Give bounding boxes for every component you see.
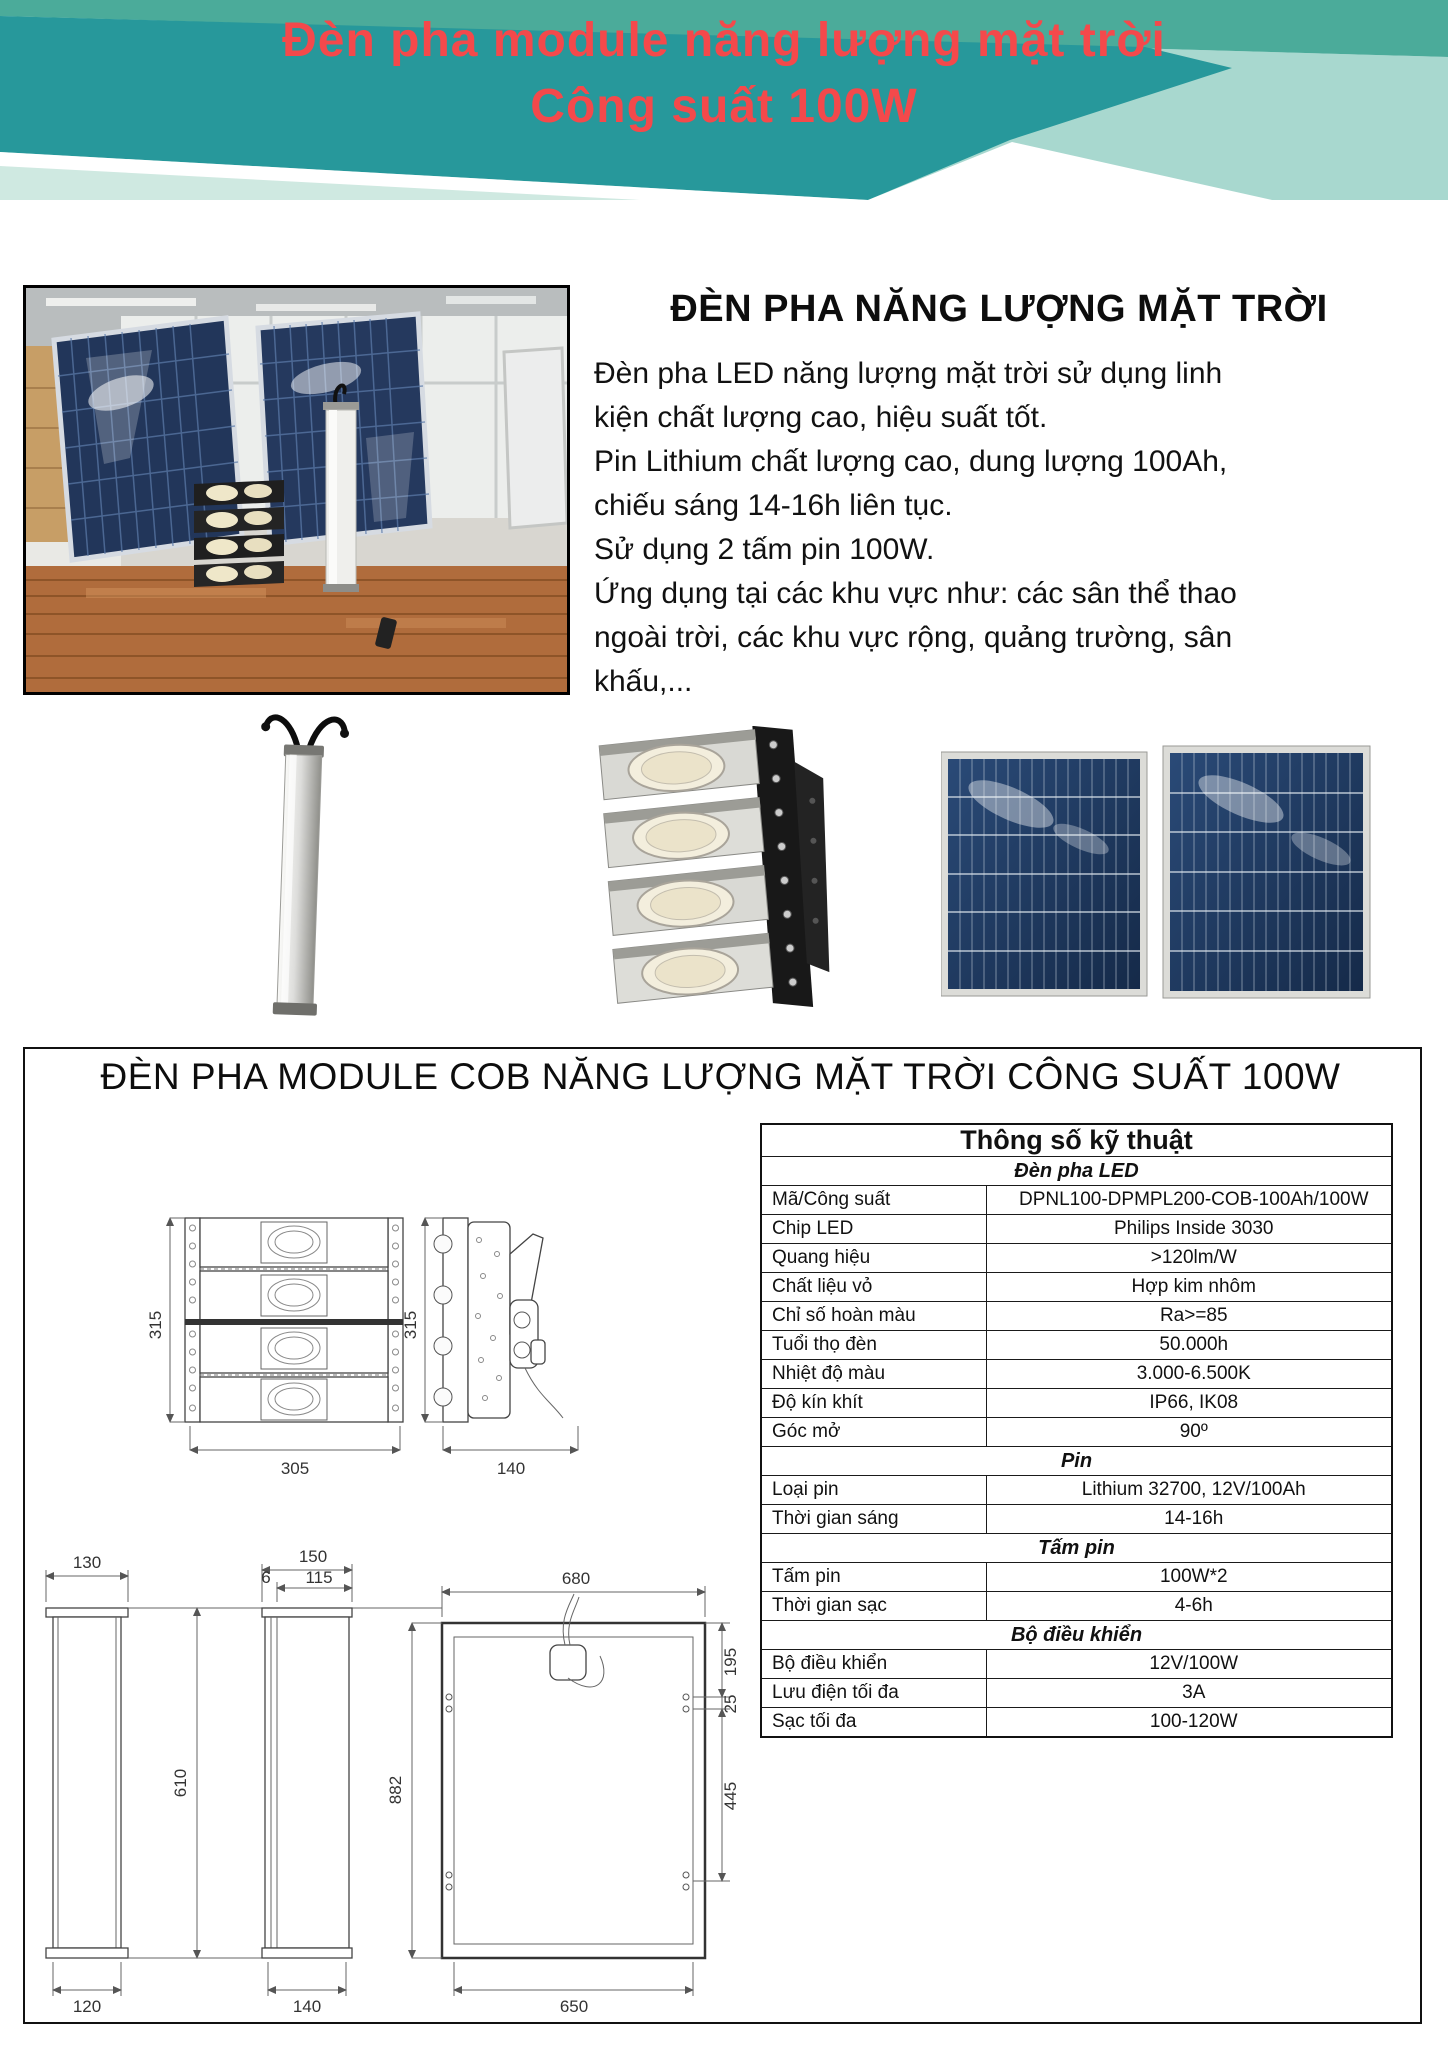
spec-table-title: Thông số kỹ thuật — [761, 1124, 1392, 1157]
spec-group-row — [761, 1534, 1392, 1563]
spec-label: Tấm pin — [761, 1563, 986, 1592]
dim-panel-height: 882 — [386, 1775, 405, 1805]
spec-label: Chất liệu vỏ — [761, 1273, 986, 1302]
spec-value: 12V/100W — [986, 1650, 1392, 1679]
spec-value: 14-16h — [986, 1505, 1392, 1534]
spec-value: 100-120W — [986, 1708, 1392, 1737]
spec-label: Độ kín khít — [761, 1389, 986, 1418]
dim-panel-bottom: 650 — [559, 1997, 589, 2016]
dim-lamp-front-height: 315 — [146, 1310, 165, 1340]
spec-label: Mã/Công suất — [761, 1186, 986, 1215]
page-title — [0, 8, 1448, 140]
spec-value: 50.000h — [986, 1331, 1392, 1360]
page-title-line1: Đèn pha module năng lượng mặt trời — [282, 14, 1166, 67]
spec-value: Ra>=85 — [986, 1302, 1392, 1331]
drawing-lamp-side — [401, 1218, 578, 1478]
drawing-tube-side — [261, 1547, 352, 2016]
spec-row — [761, 1505, 1392, 1534]
dim-tube-front-top: 130 — [72, 1553, 102, 1572]
spec-value: 3.000-6.500K — [986, 1360, 1392, 1389]
spec-value: 4-6h — [986, 1592, 1392, 1621]
spec-section-title: ĐÈN PHA MODULE COB NĂNG LƯỢNG MẶT TRỜI CÔNG SUẤT 100W — [100, 1056, 1341, 1097]
spec-row — [761, 1360, 1392, 1389]
dim-tube-front-height: 610 — [171, 1768, 190, 1798]
spec-row — [761, 1186, 1392, 1215]
spec-row — [761, 1418, 1392, 1447]
spec-table — [760, 1123, 1393, 1738]
intro-line: ngoài trời, các khu vực rộng, quảng trường, sân — [594, 621, 1233, 654]
spec-label: Nhiệt độ màu — [761, 1360, 986, 1389]
spec-row — [761, 1331, 1392, 1360]
showroom-photo — [23, 285, 570, 695]
spec-row — [761, 1215, 1392, 1244]
spec-row — [761, 1244, 1392, 1273]
page-title-line2: Công suất 100W — [530, 80, 918, 133]
drawing-tube-front — [46, 1553, 442, 2016]
drawing-lamp-front — [146, 1218, 403, 1478]
white-panel — [504, 348, 567, 528]
dim-panel-hole-gap: 25 — [721, 1694, 740, 1714]
dim-panel-top: 680 — [561, 1569, 591, 1588]
intro-line: chiếu sáng 14-16h liên tục. — [594, 489, 953, 522]
spec-label: Góc mở — [761, 1418, 986, 1447]
dim-panel-edge-to-hole: 195 — [721, 1647, 740, 1677]
spec-value: IP66, IK08 — [986, 1389, 1392, 1418]
dim-panel-hole-span: 445 — [721, 1781, 740, 1811]
solar-panel-left — [941, 752, 1147, 996]
spec-group-name: Tấm pin — [761, 1534, 1392, 1563]
spec-row — [761, 1389, 1392, 1418]
spec-group-row — [761, 1157, 1392, 1186]
spec-label: Quang hiệu — [761, 1244, 986, 1273]
spec-row — [761, 1592, 1392, 1621]
spec-value: >120lm/W — [986, 1244, 1392, 1273]
spec-group-name: Đèn pha LED — [761, 1157, 1392, 1186]
spec-group-name: Bộ điều khiển — [761, 1621, 1392, 1650]
spec-group-name: Pin — [761, 1447, 1392, 1476]
spec-label: Bộ điều khiển — [761, 1650, 986, 1679]
spec-value: Philips Inside 3030 — [986, 1215, 1392, 1244]
intro-paragraph — [594, 352, 1424, 704]
spec-label: Loại pin — [761, 1476, 986, 1505]
spec-row — [761, 1302, 1392, 1331]
spec-label: Lưu điện tối đa — [761, 1679, 986, 1708]
dim-tube-side-wall: 6 — [261, 1568, 271, 1587]
spec-row — [761, 1679, 1392, 1708]
intro-line: khấu,... — [594, 665, 693, 698]
dim-tube-front-bottom: 120 — [72, 1997, 102, 2016]
intro-line: Sử dụng 2 tấm pin 100W. — [594, 533, 935, 566]
drawing-solar-panel — [386, 1569, 740, 2016]
intro-line: Ứng dụng tại các khu vực như: các sân thể thao — [594, 577, 1237, 610]
spec-row — [761, 1708, 1392, 1737]
spec-label: Sạc tối đa — [761, 1708, 986, 1737]
battery-tube-photo — [248, 697, 352, 1027]
dim-lamp-front-width: 305 — [280, 1459, 310, 1478]
spec-label: Thời gian sạc — [761, 1592, 986, 1621]
dim-lamp-side-width: 140 — [496, 1459, 526, 1478]
spec-value: Hợp kim nhôm — [986, 1273, 1392, 1302]
dim-tube-side-bottom: 140 — [292, 1997, 322, 2016]
spec-table-title-row — [761, 1124, 1392, 1157]
spec-row — [761, 1650, 1392, 1679]
dim-tube-side-cap: 150 — [298, 1547, 328, 1566]
spec-label: Thời gian sáng — [761, 1505, 986, 1534]
solar-panel-right — [1163, 746, 1370, 998]
spec-row — [761, 1273, 1392, 1302]
spec-label: Chip LED — [761, 1215, 986, 1244]
showroom-photo-art — [26, 288, 567, 692]
intro-line: Pin Lithium chất lượng cao, dung lượng 100Ah, — [594, 445, 1228, 478]
intro-line: Đèn pha LED năng lượng mặt trời sử dụng linh — [594, 357, 1223, 390]
spec-group-row — [761, 1621, 1392, 1650]
solar-panels-photo — [941, 744, 1375, 1002]
spec-value: Lithium 32700, 12V/100Ah — [986, 1476, 1392, 1505]
intro-line: kiện chất lượng cao, hiệu suất tốt. — [594, 401, 1048, 434]
spec-value: DPNL100-DPMPL200-COB-100Ah/100W — [986, 1186, 1392, 1215]
spec-value: 90º — [986, 1418, 1392, 1447]
dim-tube-side-inner: 115 — [305, 1568, 333, 1587]
spec-value: 100W*2 — [986, 1563, 1392, 1592]
spec-label: Tuổi thọ đèn — [761, 1331, 986, 1360]
spec-row — [761, 1563, 1392, 1592]
intro-heading: ĐÈN PHA NĂNG LƯỢNG MẶT TRỜI — [670, 288, 1328, 330]
floodlight-photo — [592, 726, 838, 1020]
technical-drawings — [23, 1150, 760, 2020]
spec-group-row — [761, 1447, 1392, 1476]
floodlight-modules — [599, 729, 774, 1003]
tube-in-photo — [323, 385, 359, 592]
spec-value: 3A — [986, 1679, 1392, 1708]
spec-row — [761, 1476, 1392, 1505]
spec-label: Chỉ số hoàn màu — [761, 1302, 986, 1331]
dim-lamp-side-height: 315 — [401, 1310, 420, 1340]
